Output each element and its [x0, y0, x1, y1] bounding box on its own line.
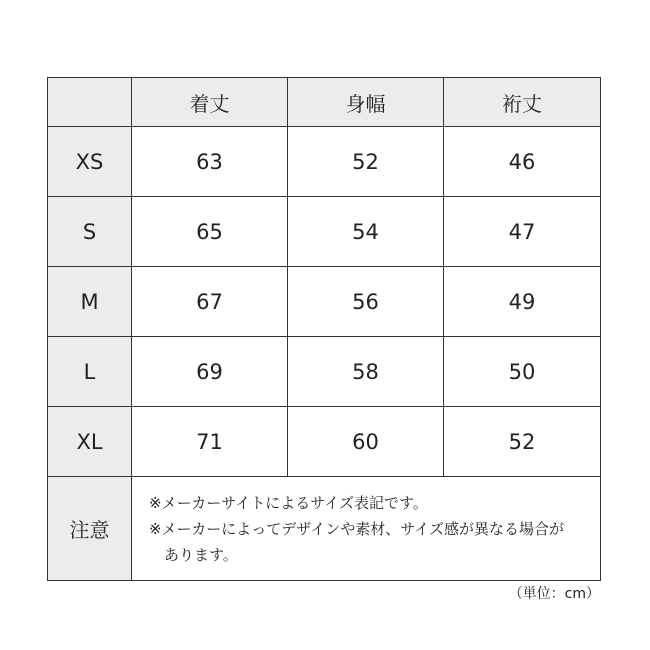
- table-cell: 47: [444, 197, 601, 267]
- unit-note: （単位：cm）: [508, 586, 600, 602]
- table-row: [48, 267, 601, 337]
- column-header-sleeve: 裄丈: [444, 78, 601, 127]
- notes-text: [132, 477, 601, 581]
- table-cell: 60: [288, 407, 444, 477]
- table-row: [48, 337, 601, 407]
- size-chart-table: [47, 77, 601, 581]
- row-header-size: L: [48, 337, 132, 407]
- row-header-size: S: [48, 197, 132, 267]
- table-row: [48, 127, 601, 197]
- table-cell: 63: [132, 127, 288, 197]
- table-cell: 52: [444, 407, 601, 477]
- table-cell: 50: [444, 337, 601, 407]
- table-cell: 58: [288, 337, 444, 407]
- table-cell: 52: [288, 127, 444, 197]
- notes-row: [48, 477, 601, 581]
- table-row: [48, 407, 601, 477]
- note-line: ※メーカーによってデザインや素材、サイズ感が異なる場合が: [149, 519, 565, 538]
- table-cell: 56: [288, 267, 444, 337]
- table-cell: 54: [288, 197, 444, 267]
- table-cell: 65: [132, 197, 288, 267]
- notes-label: 注意: [48, 477, 132, 581]
- corner-cell: [48, 78, 132, 127]
- table-cell: 67: [132, 267, 288, 337]
- table-cell: 49: [444, 267, 601, 337]
- table-cell: 46: [444, 127, 601, 197]
- row-header-size: XS: [48, 127, 132, 197]
- note-line: あります。: [164, 545, 238, 564]
- column-header-length: 着丈: [132, 78, 288, 127]
- table-cell: 69: [132, 337, 288, 407]
- table-row: [48, 197, 601, 267]
- row-header-size: XL: [48, 407, 132, 477]
- column-header-width: 身幅: [288, 78, 444, 127]
- table-cell: 71: [132, 407, 288, 477]
- header-row: [48, 78, 601, 127]
- row-header-size: M: [48, 267, 132, 337]
- note-line: ※メーカーサイトによるサイズ表記です。: [149, 493, 428, 512]
